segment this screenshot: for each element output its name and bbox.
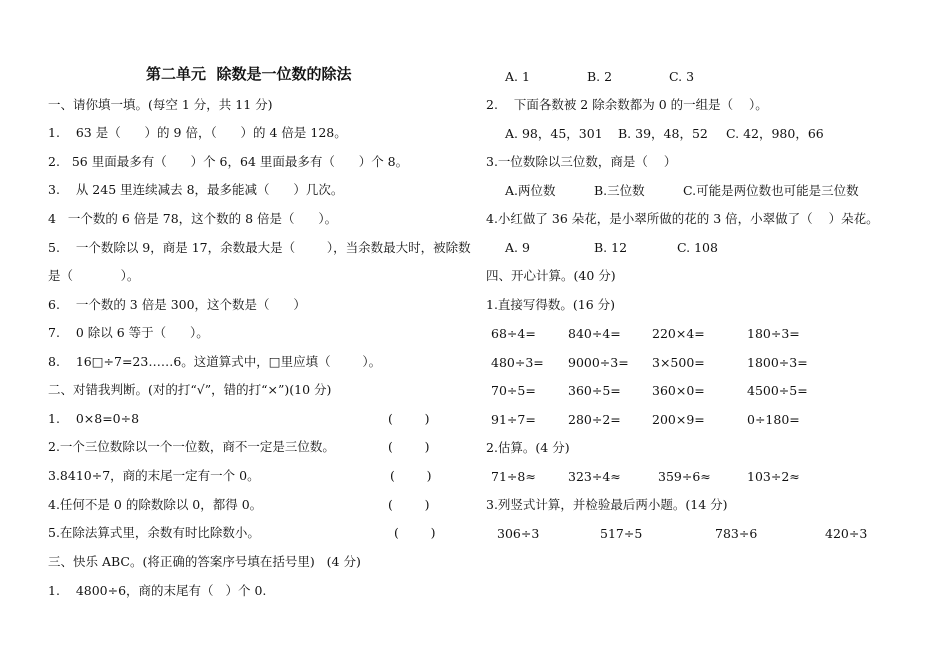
calc-cell: 220×4= <box>652 326 705 341</box>
s1-item-4: 4 一个数的 6 倍是 78，这个数的 8 倍是（ ）。 <box>48 211 338 226</box>
calc-cell: 91÷7= <box>491 412 536 427</box>
q1-option-c: C. 3 <box>669 69 695 84</box>
s1-item-5: 5. 一个数除以 9，商是 17，余数最大是（ ），当余数最大时，被除数 <box>48 240 471 255</box>
s4-part-2-heading: 2.估算。(4 分) <box>486 440 570 455</box>
s2-item-4: 4.任何不是 0 的除数除以 0，都得 0。 <box>48 497 263 512</box>
q1-option-b: B. 2 <box>587 69 613 84</box>
q4-option-c: C. 108 <box>677 240 718 255</box>
s2-item-3: 3.8410÷7，商的末尾一定有一个 0。 <box>48 468 260 483</box>
s1-item-7: 7. 0 除以 6 等于（ ）。 <box>48 325 209 340</box>
calc-cell: 1800÷3= <box>747 355 808 370</box>
calc-cell: 68÷4= <box>491 326 536 341</box>
estimate-item: 323÷4≈ <box>568 469 621 484</box>
calc-cell: 0÷180= <box>747 412 800 427</box>
calc-cell: 9000÷3= <box>568 355 629 370</box>
calc-cell: 280÷2= <box>568 412 621 427</box>
calc-cell: 4500÷5= <box>747 383 808 398</box>
vertical-calc-item: 306÷3 <box>497 526 540 541</box>
s1-item-2: 2. 56 里面最多有（ ）个 6，64 里面最多有（ ）个 8。 <box>48 154 409 169</box>
estimate-item: 359÷6≈ <box>658 469 711 484</box>
calc-cell: 360÷5= <box>568 383 621 398</box>
q4-option-b: B. 12 <box>594 240 628 255</box>
calc-cell: 70÷5= <box>491 383 536 398</box>
q3-option-a: A.两位数 <box>505 183 556 198</box>
section-3-heading: 三、快乐 ABC。(将正确的答案序号填在括号里) (4 分) <box>48 554 361 569</box>
s2-answer-paren-1: ( ) <box>388 411 430 426</box>
s1-item-3: 3. 从 245 里连续减去 8，最多能减（ ）几次。 <box>48 182 344 197</box>
s4-part-1-heading: 1.直接写得数。(16 分) <box>486 297 616 312</box>
s3-item-1: 1. 4800÷6，商的末尾有（ ）个 0. <box>48 583 267 598</box>
section-1-heading: 一、请你填一填。(每空 1 分，共 11 分) <box>48 97 273 112</box>
calc-cell: 180÷3= <box>747 326 800 341</box>
s1-item-6: 6. 一个数的 3 倍是 300，这个数是（ ） <box>48 297 306 312</box>
s4-part-3-heading: 3.列竖式计算，并检验最后两小题。(14 分) <box>486 497 728 512</box>
q4-text: 4.小红做了 36 朵花，是小翠所做的花的 3 倍，小翠做了（ ）朵花。 <box>486 211 879 226</box>
s2-answer-paren-5: ( ) <box>394 525 436 540</box>
q1-option-a: A. 1 <box>505 69 530 84</box>
s2-answer-paren-2: ( ) <box>388 439 430 454</box>
s2-item-1: 1. 0×8=0÷8 <box>48 411 140 426</box>
q4-option-a: A. 9 <box>505 240 530 255</box>
q3-text: 3.一位数除以三位数，商是（ ） <box>486 154 677 169</box>
s2-item-2: 2.一个三位数除以一个一位数，商不一定是三位数。 <box>48 439 335 454</box>
vertical-calc-item: 420÷3 <box>825 526 868 541</box>
s2-answer-paren-3: ( ) <box>390 468 432 483</box>
q2-option-b: B. 39，48，52 <box>618 126 708 141</box>
calc-cell: 200×9= <box>652 412 705 427</box>
calc-cell: 3×500= <box>652 355 705 370</box>
q2-text: 2. 下面各数被 2 除余数都为 0 的一组是（ ）。 <box>486 97 768 112</box>
calc-cell: 360×0= <box>652 383 705 398</box>
vertical-calc-item: 783÷6 <box>715 526 758 541</box>
q2-option-a: A. 98，45，301 <box>505 126 603 141</box>
q2-option-c: C. 42，980，66 <box>726 126 824 141</box>
q3-option-b: B.三位数 <box>594 183 645 198</box>
s1-item-8: 8. 16□÷7=23……6。这道算式中，□里应填（ ）。 <box>48 354 382 369</box>
calc-cell: 840÷4= <box>568 326 621 341</box>
q3-option-c: C.可能是两位数也可能是三位数 <box>683 183 859 198</box>
s1-item-5-cont: 是（ ）。 <box>48 268 140 283</box>
section-2-heading: 二、对错我判断。(对的打“√”，错的打“×”)(10 分) <box>48 382 332 397</box>
estimate-item: 71÷8≈ <box>491 469 536 484</box>
s2-answer-paren-4: ( ) <box>388 497 430 512</box>
vertical-calc-item: 517÷5 <box>600 526 643 541</box>
calc-cell: 480÷3= <box>491 355 544 370</box>
estimate-item: 103÷2≈ <box>747 469 800 484</box>
s1-item-1: 1. 63 是（ ）的 9 倍，（ ）的 4 倍是 128。 <box>48 125 347 140</box>
s2-item-5: 5.在除法算式里，余数有时比除数小。 <box>48 525 260 540</box>
section-4-heading: 四、开心计算。(40 分) <box>486 268 616 283</box>
page-title: 第二单元 除数是一位数的除法 <box>146 65 352 83</box>
